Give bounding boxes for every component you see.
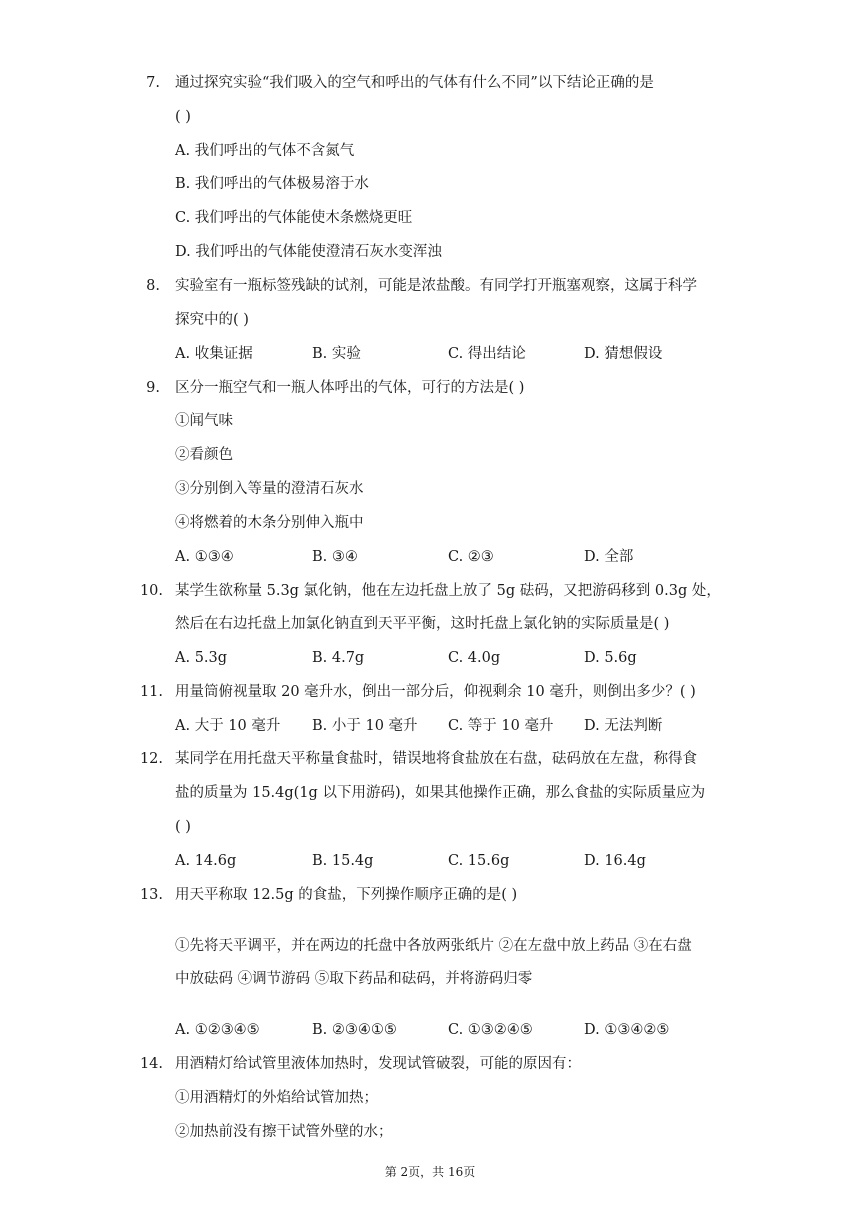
reason-2: ②加热前没有擦干试管外壁的水；: [175, 1124, 393, 1140]
question-stem: 某同学在用托盘天平称量食盐时，错误地将食盐放在右盘，砝码放在左盘，称得食: [175, 751, 697, 767]
option-b: B. 我们呼出的气体极易溶于水: [175, 176, 369, 192]
option-b: B. ③④: [312, 549, 358, 565]
option-a: A. ①③④: [175, 549, 234, 565]
question-number: 14.: [139, 1056, 163, 1072]
option-d: D. ①③④②⑤: [584, 1022, 670, 1038]
option-c: C. ②③: [448, 549, 494, 565]
question-stem-continued: 然后在右边托盘上加氯化钠直到天平平衡，这时托盘上氯化钠的实际质量是( ): [175, 616, 670, 632]
option-c: C. 得出结论: [448, 346, 526, 362]
option-b: B. 15.4g: [312, 853, 374, 869]
step-list-continued: 中放砝码 ④调节游码 ⑤取下药品和砝码，并将游码归零: [175, 971, 533, 987]
option-d: D. 猜想假设: [584, 346, 663, 362]
question-number: 8.: [146, 278, 160, 294]
question-number: 10.: [139, 583, 163, 599]
option-d: D. 5.6g: [584, 650, 637, 666]
option-a: A. 我们呼出的气体不含氮气: [175, 143, 355, 159]
question-number: 12.: [139, 751, 163, 767]
option-d: D. 无法判断: [584, 718, 663, 734]
option-a: A. 大于 10 毫升: [175, 718, 281, 734]
method-1: ①闻气味: [175, 413, 233, 429]
option-d: D. 16.4g: [584, 853, 646, 869]
page-footer: 第 2页，共 16页: [384, 1165, 476, 1179]
option-c: C. 我们呼出的气体能使木条燃烧更旺: [175, 210, 413, 226]
question-number: 13.: [139, 887, 163, 903]
question-stem: 用天平称取 12.5g 的食盐，下列操作顺序正确的是( ): [175, 887, 518, 903]
reason-1: ①用酒精灯的外焰给试管加热；: [175, 1090, 378, 1106]
method-2: ②看颜色: [175, 447, 233, 463]
question-stem-continued: 探究中的( ): [175, 312, 249, 328]
method-3: ③分别倒入等量的澄清石灰水: [175, 481, 364, 497]
question-stem: 用酒精灯给试管里液体加热时，发现试管破裂，可能的原因有：: [175, 1056, 581, 1072]
option-c: C. 15.6g: [448, 853, 510, 869]
question-number: 7.: [146, 75, 160, 91]
option-a: A. ①②③④⑤: [175, 1022, 260, 1038]
step-list: ①先将天平调平，并在两边的托盘中各放两张纸片 ②在左盘中放上药品 ③在右盘: [175, 938, 692, 954]
option-c: C. 等于 10 毫升: [448, 718, 554, 734]
question-stem: 实验室有一瓶标签残缺的试剂，可能是浓盐酸。有同学打开瓶塞观察，这属于科学: [175, 278, 697, 294]
option-a: A. 5.3g: [175, 650, 228, 666]
question-stem-continued: 盐的质量为 15.4g(1g 以下用游码)，如果其他操作正确，那么食盐的实际质量应为: [175, 785, 706, 801]
option-a: A. 14.6g: [175, 853, 237, 869]
option-c: C. ①③②④⑤: [448, 1022, 533, 1038]
question-stem: 某学生欲称量 5.3g 氯化钠，他在左边托盘上放了 5g 砝码，又把游码移到 0.3g 处，: [175, 583, 721, 599]
question-stem: 区分一瓶空气和一瓶人体呼出的气体，可行的方法是( ): [175, 380, 525, 396]
answer-bracket: ( ): [175, 819, 191, 835]
question-number: 9.: [146, 380, 160, 396]
option-b: B. ②③④①⑤: [312, 1022, 397, 1038]
option-b: B. 4.7g: [312, 650, 365, 666]
answer-bracket: ( ): [175, 109, 191, 125]
option-b: B. 小于 10 毫升: [312, 718, 418, 734]
option-d: D. 我们呼出的气体能使澄清石灰水变浑浊: [175, 244, 442, 260]
method-4: ④将燃着的木条分别伸入瓶中: [175, 515, 364, 531]
option-c: C. 4.0g: [448, 650, 501, 666]
option-b: B. 实验: [312, 346, 361, 362]
option-a: A. 收集证据: [175, 346, 253, 362]
question-number: 11.: [139, 684, 163, 700]
option-d: D. 全部: [584, 549, 634, 565]
question-stem: 通过探究实验“我们吸入的空气和呼出的气体有什么不同”以下结论正确的是: [175, 75, 654, 91]
question-stem: 用量筒俯视量取 20 毫升水，倒出一部分后，仰视剩余 10 毫升，则倒出多少？( ): [175, 684, 696, 700]
